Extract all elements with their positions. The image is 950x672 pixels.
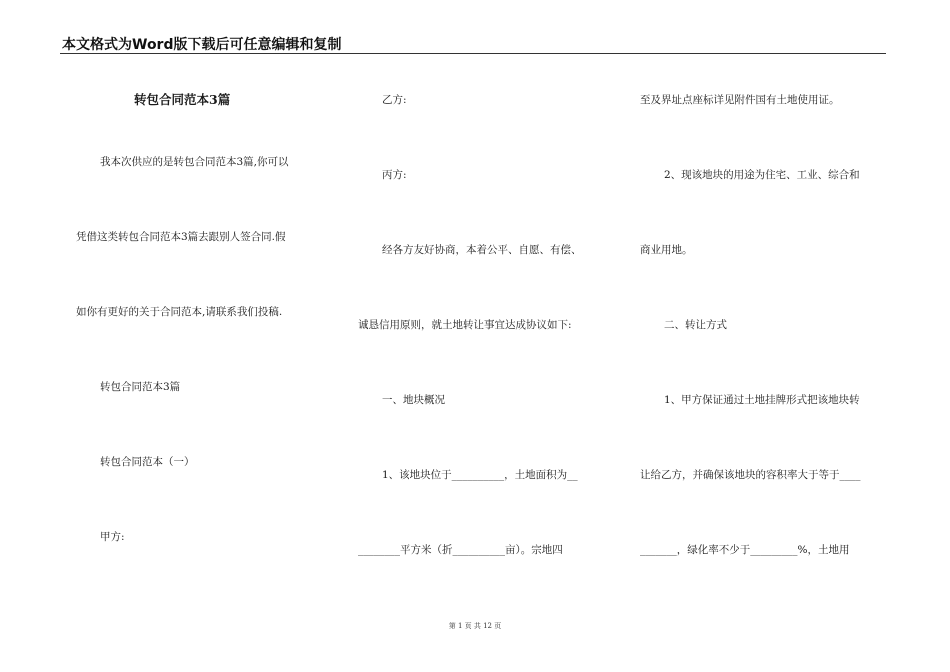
paragraph-line: 凭借这类转包合同范本3篇去跟别人签合同.假 xyxy=(76,231,286,243)
paragraph-line: 诚恳信用原则，就土地转让事宜达成协议如下: xyxy=(358,319,572,331)
paragraph-line: 2、现该地块的用途为住宅、工业、综合和 xyxy=(664,169,860,181)
paragraph-line: 如你有更好的关于合同范本,请联系我们投稿. xyxy=(76,306,283,318)
document-title: 转包合同范本3篇 xyxy=(134,92,231,107)
page-number-footer: 第 1 页 共 12 页 xyxy=(448,622,502,630)
document-header-title: 本文格式为Word版下载后可任意编辑和复制 xyxy=(62,37,342,53)
paragraph-line: 1、甲方保证通过土地挂牌形式把该地块转 xyxy=(664,394,860,406)
paragraph-line: 商业用地。 xyxy=(640,244,693,256)
party-label: 甲方: xyxy=(100,531,125,543)
paragraph-line: 至及界址点座标详见附件国有土地使用证。 xyxy=(640,94,840,106)
paragraph-line: 让给乙方，并确保该地块的容积率大于等于____ xyxy=(640,469,861,481)
header-divider xyxy=(60,53,886,54)
party-label: 乙方: xyxy=(382,94,407,106)
paragraph-line: 经各方友好协商，本着公平、自愿、有偿、 xyxy=(382,244,582,256)
paragraph-line: _______，绿化率不少于_________%，土地用 xyxy=(640,544,850,556)
section-heading: 转包合同范本3篇 xyxy=(100,381,181,393)
paragraph-line: 1、该地块位于__________，土地面积为__ xyxy=(382,469,578,481)
section-heading: 一、地块概况 xyxy=(382,394,445,406)
party-label: 丙方: xyxy=(382,169,407,181)
section-heading: 二、转让方式 xyxy=(664,319,727,331)
section-heading: 转包合同范本（一） xyxy=(100,456,195,468)
paragraph-line: 我本次供应的是转包合同范本3篇,你可以 xyxy=(100,156,289,168)
paragraph-line: ________平方米（折__________亩）。宗地四 xyxy=(358,544,563,556)
